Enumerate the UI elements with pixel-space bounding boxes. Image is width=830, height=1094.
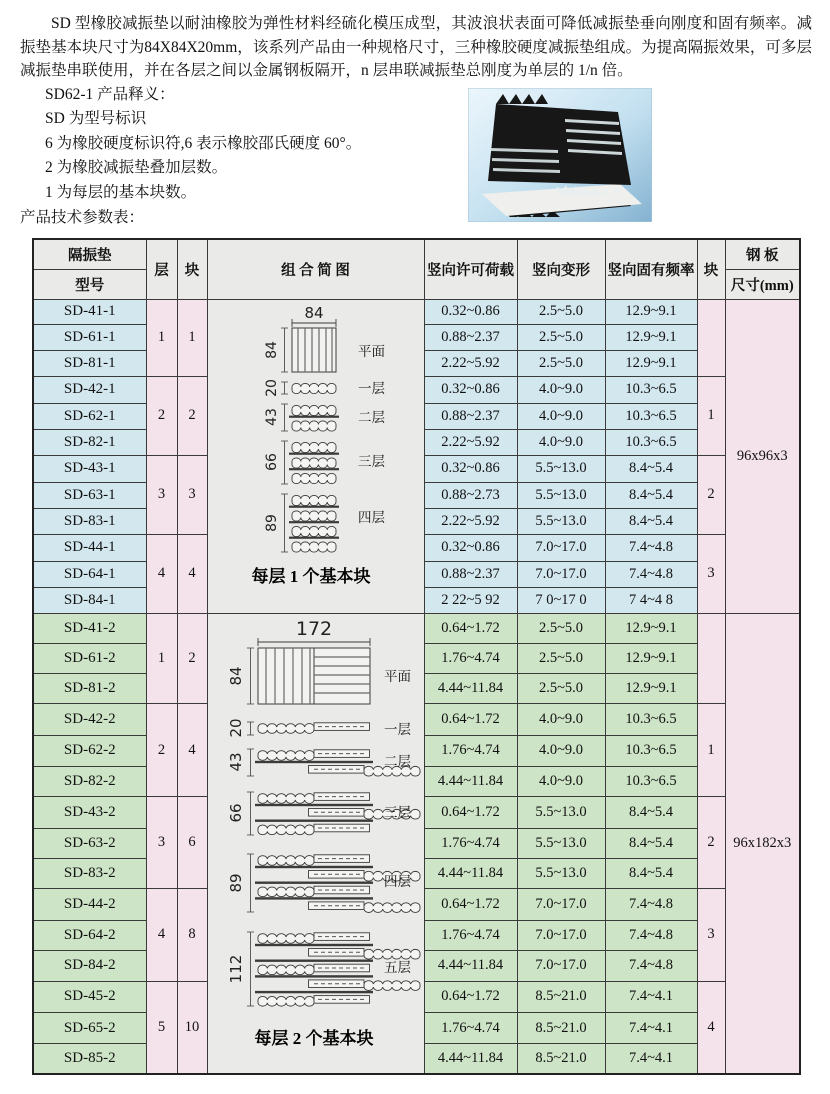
dim-side: 43 <box>264 407 280 426</box>
steel-size-cell: 96x182x3 <box>725 613 800 1074</box>
freq-cell: 12.9~9.1 <box>605 613 697 643</box>
layers-cell: 1 <box>146 613 177 704</box>
diagram-caption: 每层 2 个基本块 <box>254 1028 374 1048</box>
plate-count-cell <box>697 299 725 376</box>
freq-cell: 10.3~6.5 <box>605 376 697 403</box>
load-cell: 2.22~5.92 <box>424 351 517 377</box>
deform-cell: 5.5~13.0 <box>517 858 605 888</box>
freq-cell: 8.4~5.4 <box>605 508 697 534</box>
model-cell: SD-61-1 <box>33 325 146 351</box>
freq-cell: 7.4~4.8 <box>605 920 697 950</box>
model-cell: SD-42-1 <box>33 376 146 403</box>
freq-cell: 8.4~5.4 <box>605 858 697 888</box>
deform-cell: 2.5~5.0 <box>517 351 605 377</box>
deform-cell: 4.0~9.0 <box>517 766 605 796</box>
model-cell: SD-62-2 <box>33 736 146 766</box>
table-caption: 产品技术参数表： <box>20 209 145 226</box>
freq-cell: 12.9~9.1 <box>605 351 697 377</box>
freq-cell: 12.9~9.1 <box>605 674 697 704</box>
blocks-cell: 8 <box>177 889 207 981</box>
freq-cell: 7.4~4.1 <box>605 981 697 1013</box>
plate-count-cell: 3 <box>697 534 725 613</box>
freq-cell: 8.4~5.4 <box>605 455 697 482</box>
freq-cell: 12.9~9.1 <box>605 325 697 351</box>
model-cell: SD-41-2 <box>33 613 146 643</box>
deform-cell: 4.0~9.0 <box>517 704 605 736</box>
view-label: 四层 <box>384 873 411 889</box>
model-cell: SD-44-2 <box>33 889 146 921</box>
deform-cell: 7.0~17.0 <box>517 562 605 588</box>
deform-cell: 2.5~5.0 <box>517 643 605 673</box>
layers-cell: 2 <box>146 704 177 796</box>
model-cell: SD-84-2 <box>33 951 146 981</box>
freq-cell: 10.3~6.5 <box>605 429 697 455</box>
plate-count-cell <box>697 613 725 704</box>
model-cell: SD-85-2 <box>33 1043 146 1073</box>
blocks-cell: 4 <box>177 704 207 796</box>
blocks-cell: 1 <box>177 299 207 376</box>
plate-count-cell: 2 <box>697 796 725 888</box>
header-steel: 钢 板 <box>725 239 800 269</box>
freq-cell: 8.4~5.4 <box>605 828 697 858</box>
model-cell: SD-63-1 <box>33 483 146 509</box>
freq-cell: 7.4~4.8 <box>605 534 697 561</box>
deform-cell: 7.0~17.0 <box>517 534 605 561</box>
product-photo <box>468 88 652 222</box>
freq-cell: 10.3~6.5 <box>605 404 697 430</box>
freq-cell: 12.9~9.1 <box>605 299 697 325</box>
freq-cell: 7.4~4.1 <box>605 1013 697 1043</box>
parameter-table <box>32 238 801 1075</box>
deform-cell: 4.0~9.0 <box>517 736 605 766</box>
view-label: 三层 <box>358 453 385 469</box>
model-cell: SD-61-2 <box>33 643 146 673</box>
blocks-cell: 2 <box>177 376 207 455</box>
view-label: 二层 <box>384 753 411 769</box>
deform-cell: 5.5~13.0 <box>517 508 605 534</box>
diagram-caption: 每层 1 个基本块 <box>251 566 371 586</box>
plate-count-cell: 1 <box>697 704 725 796</box>
header-blocks: 块 <box>177 239 207 299</box>
header-isolator: 隔振垫 <box>33 239 146 269</box>
load-cell: 4.44~11.84 <box>424 674 517 704</box>
model-cell: SD-45-2 <box>33 981 146 1013</box>
dim-side: 43 <box>227 751 245 772</box>
load-cell: 1.76~4.74 <box>424 1013 517 1043</box>
definition-title: SD62-1 产品释义： <box>45 85 175 103</box>
layers-cell: 4 <box>146 534 177 613</box>
freq-cell: 10.3~6.5 <box>605 766 697 796</box>
header-layers: 层 <box>146 239 177 299</box>
deform-cell: 8.5~21.0 <box>517 981 605 1013</box>
load-cell: 0.32~0.86 <box>424 534 517 561</box>
load-cell: 4.44~11.84 <box>424 766 517 796</box>
model-cell: SD-64-1 <box>33 562 146 588</box>
deform-cell: 8.5~21.0 <box>517 1013 605 1043</box>
view-label: 平面 <box>358 343 385 359</box>
deform-cell: 2.5~5.0 <box>517 674 605 704</box>
header-frequency: 竖向固有频率 <box>605 239 697 299</box>
model-cell: SD-81-1 <box>33 351 146 377</box>
load-cell: 2.22~5.92 <box>424 508 517 534</box>
layers-cell: 4 <box>146 889 177 981</box>
model-cell: SD-62-1 <box>33 404 146 430</box>
view-label: 三层 <box>384 804 411 820</box>
header-steel-size: 尺寸(mm) <box>725 269 800 299</box>
layers-cell: 5 <box>146 981 177 1073</box>
dim-side: 20 <box>227 717 245 738</box>
intro-block <box>20 12 812 231</box>
blocks-cell: 6 <box>177 796 207 888</box>
plate-count-cell: 3 <box>697 889 725 981</box>
load-cell: 1.76~4.74 <box>424 736 517 766</box>
load-cell: 0.32~0.86 <box>424 299 517 325</box>
load-cell: 4.44~11.84 <box>424 858 517 888</box>
freq-cell: 7.4~4.8 <box>605 889 697 921</box>
deform-cell: 7 0~17 0 <box>517 587 605 613</box>
freq-cell: 7.4~4.8 <box>605 562 697 588</box>
deform-cell: 5.5~13.0 <box>517 796 605 828</box>
view-label: 平面 <box>384 668 411 684</box>
definition-item: 2 为橡胶减振垫叠加层数。 <box>45 159 228 176</box>
view-label: 一层 <box>384 721 411 737</box>
view-label: 五层 <box>384 959 411 975</box>
rubber-pad-photo-shapes <box>482 94 642 217</box>
model-cell: SD-43-2 <box>33 796 146 828</box>
deform-cell: 4.0~9.0 <box>517 376 605 403</box>
header-diagram: 组 合 简 图 <box>207 239 424 299</box>
load-cell: 0.64~1.72 <box>424 704 517 736</box>
dim-side: 89 <box>264 513 280 532</box>
freq-cell: 12.9~9.1 <box>605 643 697 673</box>
deform-cell: 2.5~5.0 <box>517 299 605 325</box>
load-cell: 0.32~0.86 <box>424 376 517 403</box>
load-cell: 1.76~4.74 <box>424 828 517 858</box>
freq-cell: 10.3~6.5 <box>605 736 697 766</box>
definition-item: 6 为橡胶硬度标识符,6 表示橡胶邵氏硬度 60°。 <box>45 134 362 152</box>
blocks-cell: 3 <box>177 455 207 534</box>
deform-cell: 7.0~17.0 <box>517 920 605 950</box>
deform-cell: 5.5~13.0 <box>517 483 605 509</box>
deform-cell: 7.0~17.0 <box>517 889 605 921</box>
blocks-cell: 4 <box>177 534 207 613</box>
dim-side: 89 <box>227 872 245 893</box>
load-cell: 0.88~2.73 <box>424 483 517 509</box>
load-cell: 2.22~5.92 <box>424 429 517 455</box>
model-cell: SD-41-1 <box>33 299 146 325</box>
model-cell: SD-83-2 <box>33 858 146 888</box>
definition-item: SD 为型号标识 <box>45 110 147 127</box>
deform-cell: 8.5~21.0 <box>517 1043 605 1073</box>
load-cell: 4.44~11.84 <box>424 951 517 981</box>
layers-cell: 2 <box>146 376 177 455</box>
view-label: 二层 <box>358 409 385 425</box>
deform-cell: 2.5~5.0 <box>517 325 605 351</box>
steel-size-cell: 96x96x3 <box>725 299 800 613</box>
layers-cell: 1 <box>146 299 177 376</box>
load-cell: 0.64~1.72 <box>424 613 517 643</box>
deform-cell: 2.5~5.0 <box>517 613 605 643</box>
header-deform: 竖向变形 <box>517 239 605 299</box>
deform-cell: 5.5~13.0 <box>517 828 605 858</box>
model-cell: SD-84-1 <box>33 587 146 613</box>
definition-item: 1 为每层的基本块数。 <box>45 183 197 201</box>
load-cell: 0.88~2.37 <box>424 562 517 588</box>
header-load: 竖向许可荷载 <box>424 239 517 299</box>
dim-side: 84 <box>264 340 280 359</box>
model-cell: SD-82-1 <box>33 429 146 455</box>
layers-cell: 3 <box>146 796 177 888</box>
freq-cell: 7.4~4.1 <box>605 1043 697 1073</box>
dim-side: 112 <box>227 954 245 983</box>
load-cell: 0.88~2.37 <box>424 325 517 351</box>
model-cell: SD-42-2 <box>33 704 146 736</box>
plate-count-cell: 1 <box>697 376 725 455</box>
model-cell: SD-63-2 <box>33 828 146 858</box>
load-cell: 0.64~1.72 <box>424 889 517 921</box>
load-cell: 0.64~1.72 <box>424 981 517 1013</box>
model-cell: SD-82-2 <box>33 766 146 796</box>
freq-cell: 10.3~6.5 <box>605 704 697 736</box>
model-cell: SD-64-2 <box>33 920 146 950</box>
model-cell: SD-43-1 <box>33 455 146 482</box>
freq-cell: 8.4~5.4 <box>605 483 697 509</box>
blocks-cell: 2 <box>177 613 207 704</box>
header-plate-blocks: 块 <box>697 239 725 299</box>
plate-count-cell: 2 <box>697 455 725 534</box>
layers-cell: 3 <box>146 455 177 534</box>
deform-cell: 5.5~13.0 <box>517 455 605 482</box>
freq-cell: 8.4~5.4 <box>605 796 697 828</box>
deform-cell: 4.0~9.0 <box>517 429 605 455</box>
dim-side: 20 <box>264 378 280 397</box>
deform-cell: 7.0~17.0 <box>517 951 605 981</box>
load-cell: 2 22~5 92 <box>424 587 517 613</box>
model-cell: SD-81-2 <box>33 674 146 704</box>
intro-paragraph: SD 型橡胶减振垫以耐油橡胶为弹性材料经硫化模压成型，其波浪状表面可降低减振垫垂向刚度和固有频率。减振垫基本块尺寸为84X84X20mm，该系列产品由一种规格尺寸，三种橡胶硬度减振垫组成。为提高隔振效果，可多层减振垫串联使用，并在各层之间以金属钢板隔开，n 层串联减振垫总刚度为单层的 1/n 倍。 <box>20 15 812 79</box>
dim-side: 66 <box>227 802 245 823</box>
load-cell: 0.32~0.86 <box>424 455 517 482</box>
model-cell: SD-65-2 <box>33 1013 146 1043</box>
blocks-cell: 10 <box>177 981 207 1073</box>
model-cell: SD-44-1 <box>33 534 146 561</box>
deform-cell: 4.0~9.0 <box>517 404 605 430</box>
diagram-cell <box>207 613 424 1074</box>
load-cell: 0.64~1.72 <box>424 796 517 828</box>
freq-cell: 7.4~4.8 <box>605 951 697 981</box>
dim-top: 172 <box>295 617 333 640</box>
load-cell: 1.76~4.74 <box>424 643 517 673</box>
diagram-cell <box>207 299 424 613</box>
load-cell: 1.76~4.74 <box>424 920 517 950</box>
freq-cell: 7 4~4 8 <box>605 587 697 613</box>
dim-top: 84 <box>304 303 324 322</box>
stack-diagram-1 <box>208 300 423 608</box>
load-cell: 4.44~11.84 <box>424 1043 517 1073</box>
stack-diagram-2 <box>208 614 423 1068</box>
model-cell: SD-83-1 <box>33 508 146 534</box>
dim-side: 84 <box>227 665 245 686</box>
header-model: 型号 <box>33 269 146 299</box>
load-cell: 0.88~2.37 <box>424 404 517 430</box>
plate-count-cell: 4 <box>697 981 725 1073</box>
view-label: 四层 <box>358 509 385 525</box>
dim-side: 66 <box>264 452 280 471</box>
view-label: 一层 <box>358 380 385 396</box>
